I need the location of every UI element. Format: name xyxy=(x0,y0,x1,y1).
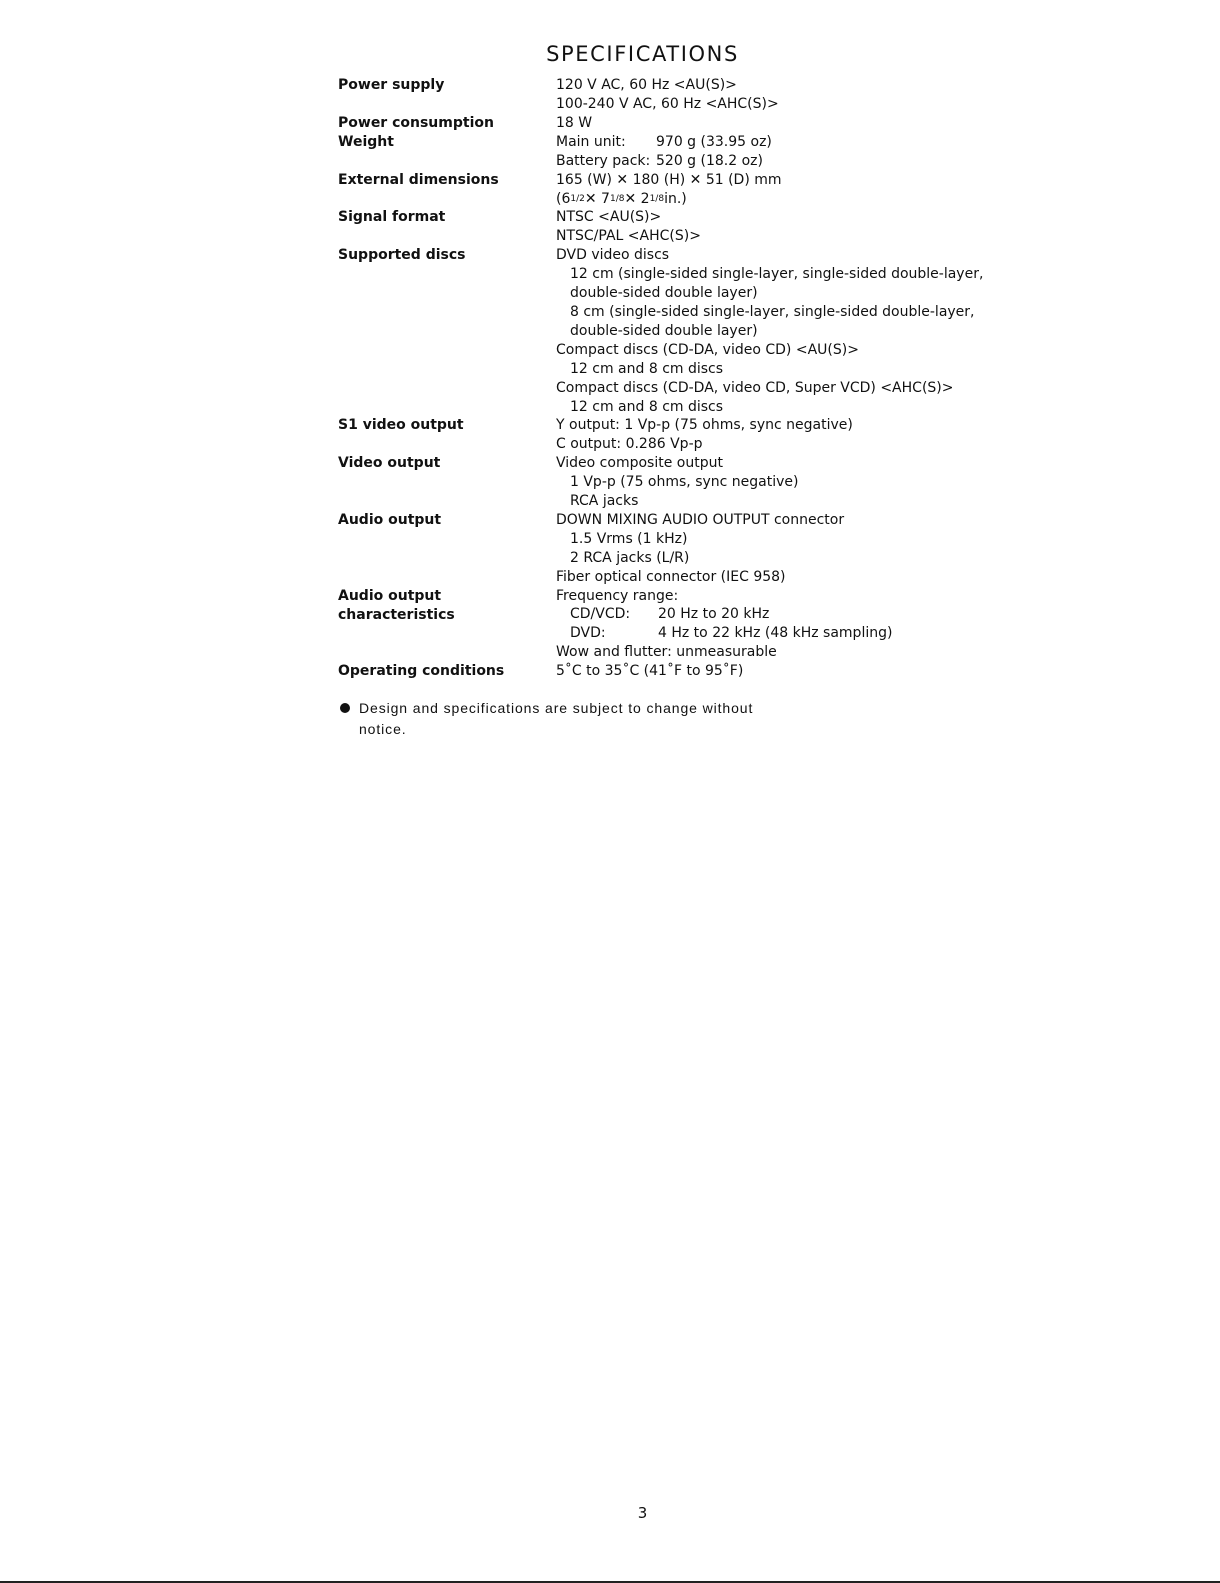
spec-key-value: 970 g (33.95 oz) xyxy=(656,133,772,150)
spec-value: Compact discs (CD-DA, video CD) <AU(S)> xyxy=(556,341,859,358)
spec-label: Signal format xyxy=(338,209,446,226)
spec-table xyxy=(338,76,1038,681)
text-part: ✕ 2 xyxy=(624,190,650,207)
spec-value: 12 cm (single-sided single-layer, single-sided double-layer, xyxy=(570,266,984,283)
spec-key: DVD: xyxy=(570,625,606,642)
page-title: SPECIFICATIONS xyxy=(546,42,739,66)
spec-value xyxy=(556,152,1038,171)
spec-value: 1.5 Vrms (1 kHz) xyxy=(570,530,688,547)
spec-label: Power supply xyxy=(338,77,445,93)
spec-value: Video composite output xyxy=(556,455,723,472)
fraction-denominator: /2 xyxy=(576,193,585,204)
spec-value: DOWN MIXING AUDIO OUTPUT connector xyxy=(556,511,845,528)
spec-label: Weight xyxy=(338,133,394,150)
page-number: 3 xyxy=(637,1504,648,1522)
spec-value: 120 V AC, 60 Hz <AU(S)> xyxy=(556,77,737,93)
spec-value: 8 cm (single-sided single-layer, single-sided double-layer, xyxy=(570,303,975,320)
spec-value-inches xyxy=(556,190,1038,209)
spec-value: double-sided double layer) xyxy=(570,322,758,339)
spec-value xyxy=(556,624,1038,643)
fraction-denominator: /8 xyxy=(615,193,625,204)
spec-value: DVD video discs xyxy=(556,247,670,264)
fraction-numerator: 1 xyxy=(649,193,656,204)
spec-value xyxy=(556,133,1038,152)
spec-key-value: 520 g (18.2 oz) xyxy=(656,152,763,169)
note-line: Design and specifications are subject to change without xyxy=(359,700,754,716)
spec-key: Battery pack: xyxy=(556,152,651,169)
spec-value: 12 cm and 8 cm discs xyxy=(570,360,724,377)
spec-value: Wow and flutter: unmeasurable xyxy=(556,644,777,661)
spec-value: NTSC <AU(S)> xyxy=(556,209,662,226)
spec-value: 18 W xyxy=(556,114,593,131)
spec-row-audio-output-characteristics xyxy=(338,587,1038,663)
notice-note xyxy=(338,698,798,740)
spec-label: Supported discs xyxy=(338,247,466,264)
spec-key: CD/VCD: xyxy=(570,606,631,623)
spec-label: External dimensions xyxy=(338,171,499,188)
spec-value: double-sided double layer) xyxy=(570,285,758,302)
spec-key-value: 4 Hz to 22 kHz (48 kHz sampling) xyxy=(658,625,893,642)
spec-value: 12 cm and 8 cm discs xyxy=(570,398,724,415)
spec-label: S1 video output xyxy=(338,417,464,434)
text-part: in.) xyxy=(664,190,687,207)
spec-label: Audio output characteristics xyxy=(338,587,455,623)
note-line: notice. xyxy=(359,721,407,737)
spec-label: Power consumption xyxy=(338,114,494,131)
spec-row-s1-video-output xyxy=(338,416,1038,454)
spec-label: Audio output xyxy=(338,511,442,528)
spec-row-power-consumption xyxy=(338,114,1038,133)
spec-value: 2 RCA jacks (L/R) xyxy=(570,549,690,566)
spec-label: Operating conditions xyxy=(338,663,505,680)
spec-value: RCA jacks xyxy=(570,493,639,510)
bullet-icon xyxy=(340,703,350,713)
spec-key-value: 20 Hz to 20 kHz xyxy=(658,606,770,623)
spec-value: Frequency range: xyxy=(556,587,679,604)
spec-row-signal-format xyxy=(338,208,1038,246)
spec-value: C output: 0.286 Vp-p xyxy=(556,436,703,453)
spec-value: 100-240 V AC, 60 Hz <AHC(S)> xyxy=(556,95,779,112)
spec-row-operating-conditions xyxy=(338,662,1038,681)
spec-row-external-dimensions xyxy=(338,171,1038,209)
fraction-numerator: 1 xyxy=(609,193,616,204)
spec-value: 165 (W) ✕ 180 (H) ✕ 51 (D) mm xyxy=(556,171,782,188)
spec-label: Video output xyxy=(338,455,441,472)
spec-row-power-supply xyxy=(338,76,1038,114)
fraction-denominator: /8 xyxy=(655,193,665,204)
spec-value: 5˚C to 35˚C (41˚F to 95˚F) xyxy=(556,663,744,680)
fraction-numerator: 1 xyxy=(570,193,577,204)
spec-row-video-output xyxy=(338,454,1038,511)
spec-row-audio-output xyxy=(338,511,1038,587)
spec-key: Main unit: xyxy=(556,133,626,150)
text-part: (6 xyxy=(556,190,571,207)
spec-value: Y output: 1 Vp-p (75 ohms, sync negative) xyxy=(556,417,853,434)
text-part: ✕ 7 xyxy=(584,190,610,207)
spec-row-weight xyxy=(338,133,1038,171)
spec-value: Compact discs (CD-DA, video CD, Super VCD) <AHC(S)> xyxy=(556,379,954,396)
spec-value: Fiber optical connector (IEC 958) xyxy=(556,568,786,585)
spec-row-supported-discs xyxy=(338,246,1038,416)
spec-value: NTSC/PAL <AHC(S)> xyxy=(556,228,701,245)
spec-value: 1 Vp-p (75 ohms, sync negative) xyxy=(570,474,799,491)
spec-value xyxy=(556,605,1038,624)
